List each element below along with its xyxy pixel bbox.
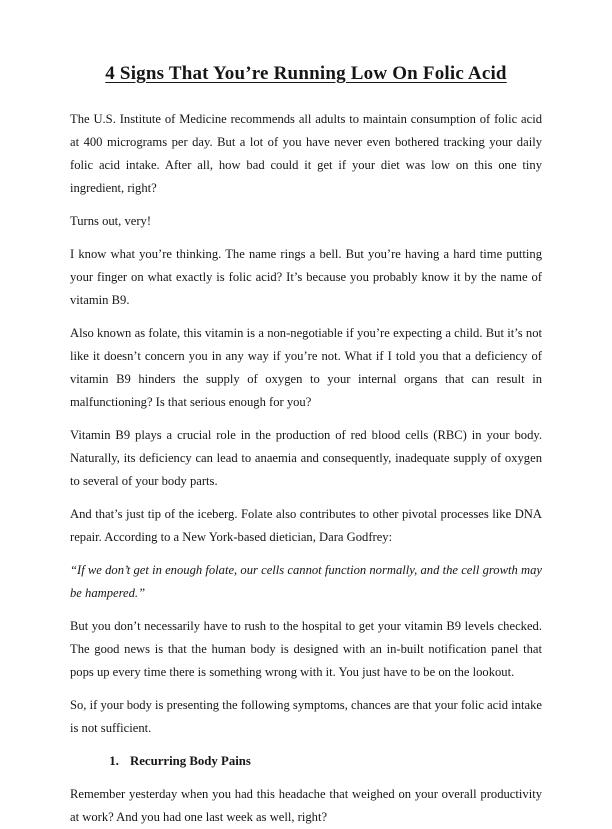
paragraph-symptoms-intro: So, if your body is presenting the following symptoms, chances are that your folic acid intake is not sufficient. bbox=[70, 697, 542, 735]
paragraph-turns-out: Turns out, very! bbox=[70, 213, 152, 228]
blockquote-dietician: “If we don’t get in enough folate, our cells cannot function normally, and the cell growth may be hampered.” bbox=[70, 562, 542, 600]
paragraph-name-rings-bell: I know what you’re thinking. The name rings a bell. But you’re having a hard time putting your finger on what exactly is folic acid? It’s because you probably know it by the name of vitamin B9. bbox=[70, 246, 542, 307]
paragraph-intro: The U.S. Institute of Medicine recommends all adults to maintain consumption of folic acid at 400 micrograms per day. But a lot of you have never even bothered tracking your daily folic acid intake. After all, how bad could it get if your diet was low on this one tiny ingredient, right? bbox=[70, 111, 542, 195]
paragraph-notification-panel: But you don’t necessarily have to rush to the hospital to get your vitamin B9 levels checked. The good news is that the human body is designed with an in-built notification panel that pops up every time there is something wrong with it. You just have to be on the lookout. bbox=[70, 618, 542, 679]
symptoms-list bbox=[70, 750, 542, 773]
list-item-label: Recurring Body Pains bbox=[130, 753, 251, 768]
paragraph-rbc-production: Vitamin B9 plays a crucial role in the production of red blood cells (RBC) in your body. Naturally, its deficiency can lead to anaemia and consequently, inadequate supply of oxygen to several of your body parts. bbox=[70, 427, 542, 488]
paragraph-folate-pregnancy: Also known as folate, this vitamin is a non-negotiable if you’re expecting a child. But it’s not like it doesn’t concern you in any way if you’re not. What if I told you that a deficiency of vitamin B9 hinders the supply of oxygen to your internal organs that can result in malfunctioning? Is that serious enough for you? bbox=[70, 325, 542, 409]
paragraph-dna-repair: And that’s just tip of the iceberg. Folate also contributes to other pivotal processes like DNA repair. According to a New York-based dietician, Dara Godfrey: bbox=[70, 506, 542, 544]
paragraph-headache-recall: Remember yesterday when you had this headache that weighed on your overall productivity at work? And you had one last week as well, right? bbox=[70, 786, 542, 824]
list-item bbox=[122, 750, 542, 773]
document-body bbox=[70, 62, 542, 829]
page-title: 4 Signs That You’re Running Low On Folic Acid bbox=[105, 63, 507, 84]
